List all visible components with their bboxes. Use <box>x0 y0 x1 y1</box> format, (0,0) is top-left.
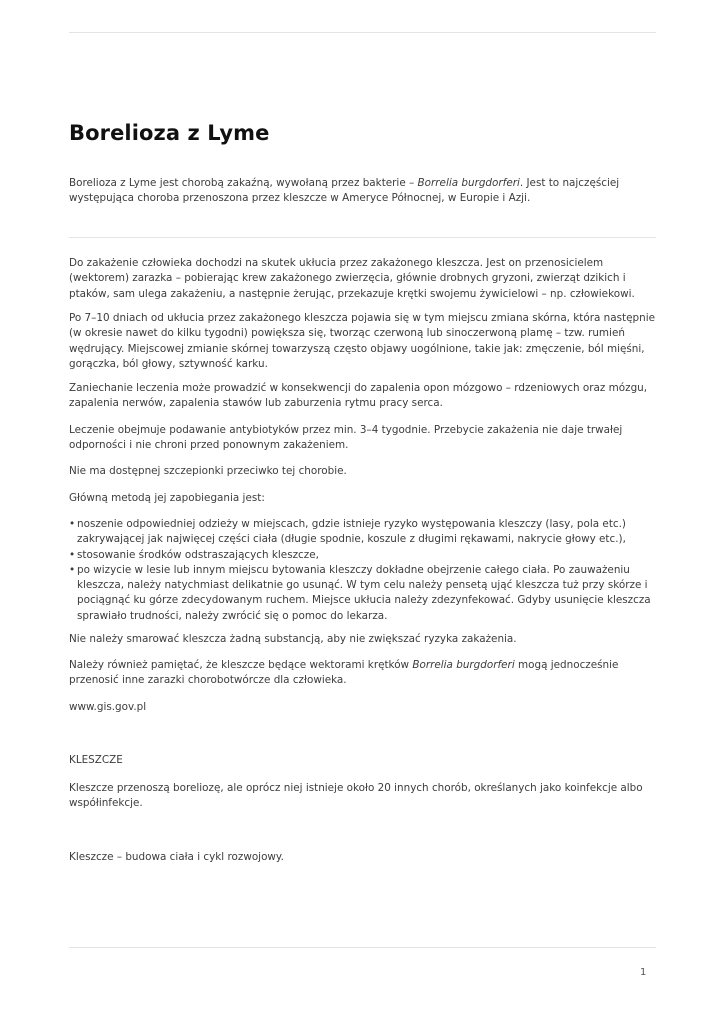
paragraph-prevention-intro: Główną metodą jej zapobiegania jest: <box>69 492 265 504</box>
paragraph-coinfections: Kleszcze przenoszą boreliozę, ale oprócz niej istnieje około 20 innych chorób, określanych jako koinfekcje albo współinfekcje. <box>69 782 643 810</box>
italic-term: Borrelia burgdorferi <box>412 659 515 671</box>
paragraph-symptoms: Po 7–10 dniach od ukłucia przez zakażonego kleszcza pojawia się w tym miejscu zmiana skórna, która następnie (w okresie nawet do kilku tygodni) powiększa się, tworząc czerwoną lub sinoczerwoną plamę – tzw. rumień wędrujący. Miejscowej zmianie skórnej towarzyszą często objawy uogólnione, takie jak: zmęczenie, ból mięśni, gorączka, ból głowy, sztywność karku. <box>69 312 655 370</box>
paragraph-warning: Nie należy smarować kleszcza żadną substancją, aby nie zwiększać ryzyka zakażenia. <box>69 633 517 645</box>
intro-text-start: Borelioza z Lyme jest chorobą zakaźną, wywołaną przez bakterie – <box>69 177 418 189</box>
prevention-list <box>69 517 661 624</box>
page-title: Borelioza z Lyme <box>69 121 270 145</box>
intro-text-end: . Jest to najczęściej występująca choroba przenoszona przez kleszcze w Ameryce Północnej, w Europie i Azji. <box>69 177 620 205</box>
paragraph-text-start: Należy również pamiętać, że kleszcze będące wektorami krętków <box>69 659 413 671</box>
paragraph-tick-anatomy: Kleszcze – budowa ciała i cykl rozwojowy. <box>69 851 284 863</box>
list-item <box>69 563 661 624</box>
list-item <box>69 548 661 563</box>
paragraph-other-pathogens <box>69 658 659 689</box>
list-item <box>69 517 661 548</box>
section-divider <box>69 237 656 238</box>
source-text: www.gis.gov.pl <box>69 701 147 713</box>
intro-paragraph <box>69 176 659 207</box>
section-heading-kleszcze: KLESZCZE <box>69 754 123 766</box>
paragraph-transmission: Do zakażenie człowieka dochodzi na skutek ukłucia przez zakażonego kleszcza. Jest on przenosicielem (wektorem) zarazka – pobierając krew zakażonego zwierzęcia, głównie drobnych gryzoni, zwierząt dzikich i ptaków, sam ulega zakażeniu, a następnie żerując, przekazuje krętki swojemu żywicielowi – np. człowiekowi. <box>69 257 635 300</box>
bullet-icon: • <box>69 548 76 561</box>
paragraph-vaccine: Nie ma dostępnej szczepionki przeciwko tej chorobie. <box>69 465 347 477</box>
list-item-text: stosowanie środków odstraszających kleszcze, <box>77 548 319 561</box>
list-item-text: noszenie odpowiedniej odzieży w miejscach, gdzie istnieje ryzyko występowania kleszczy (lasy, pola etc.) zakrywającej jak najwięcej części ciała (długie spodnie, koszule z długimi rękawami, nakrycie głowy etc.), <box>77 518 626 546</box>
header-rule <box>69 32 656 33</box>
list-item-text: po wizycie w lesie lub innym miejscu bytowania kleszczy dokładne obejrzenie całego ciała. Po zauważeniu kleszcza, należy natychmiast delikatnie go usunąć. W tym celu należy pensetą ująć kleszcza tuż przy skórze i pociągnąć ku górze zdecydowanym ruchem. Miejsce ukłucia należy zdezynfekować. Gdyby usunięcie kleszcza sprawiało trudności, należy zwrócić się o pomoc do lekarza. <box>77 563 651 622</box>
intro-italic-term: Borrelia burgdorferi <box>417 177 520 189</box>
bullet-icon: • <box>69 563 76 576</box>
bullet-icon: • <box>69 518 76 530</box>
paragraph-treatment: Leczenie obejmuje podawanie antybiotyków przez min. 3–4 tygodnie. Przebycie zakażenia nie daje trwałej odporności i nie chroni przed ponownym zakażeniem. <box>69 424 623 452</box>
paragraph-complications: Zaniechanie leczenia może prowadzić w konsekwencji do zapalenia opon mózgowo – rdzeniowych oraz mózgu, zapalenia nerwów, zapalenia stawów lub zaburzenia rytmu pracy serca. <box>69 382 648 410</box>
footer-rule <box>69 947 656 948</box>
paragraph-text-end: mogą jednocześnie przenosić inne zarazki chorobotwórcze dla człowieka. <box>69 659 619 687</box>
page-number: 1 <box>640 967 647 978</box>
